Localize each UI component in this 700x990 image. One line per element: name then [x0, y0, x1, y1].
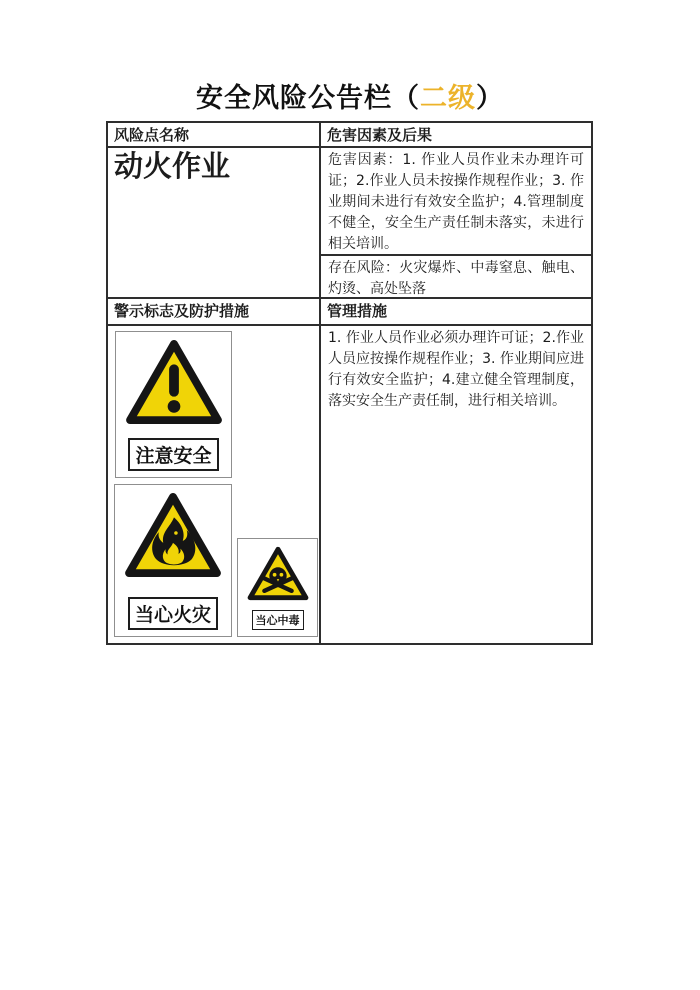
page-title-main: 安全风险公告栏 [196, 83, 392, 114]
page-title-paren-close: ） [476, 83, 504, 114]
header-management: 管理措施 [321, 299, 591, 324]
warning-sign-fire [114, 484, 232, 637]
warning-sign-poison [237, 538, 318, 637]
existing-risks-text: 存在风险：火灾爆炸、中毒窒息、触电、灼烫、高处坠落 [321, 256, 591, 297]
page-title [0, 76, 700, 115]
warning-sign-label: 注意安全 [128, 438, 218, 471]
flame-warning-triangle-icon [124, 492, 222, 582]
warning-sign-caution-safety [115, 331, 232, 478]
exclamation-warning-triangle-icon [125, 339, 223, 429]
skull-crossbones-warning-triangle-icon [247, 546, 309, 605]
header-warning-signs: 警示标志及防护措施 [108, 299, 319, 324]
page-title-level: 二级 [420, 83, 476, 114]
header-hazard-and-consequence: 危害因素及后果 [321, 123, 591, 146]
page-title-paren-open: （ [392, 83, 420, 114]
management-measures-text: 1. 作业人员作业必须办理许可证；2.作业人员应按操作规程作业；3. 作业期间应进行有效安全监护；4.建立健全管理制度，落实安全生产责任制，进行相关培训。 [321, 326, 591, 643]
header-risk-point-name: 风险点名称 [108, 123, 319, 146]
warning-signs-cell [108, 326, 319, 643]
risk-point-value: 动火作业 [108, 148, 319, 297]
warning-sign-label: 当心中毒 [252, 610, 304, 630]
risk-notice-table [106, 121, 593, 645]
warning-sign-label: 当心火灾 [128, 597, 218, 630]
hazard-factors-text: 危害因素：1. 作业人员作业未办理许可证；2.作业人员未按操作规程作业；3. 作业期间未进行有效安全监护；4.管理制度不健全，安全生产责任制未落实，未进行相关培训。 [321, 148, 591, 254]
